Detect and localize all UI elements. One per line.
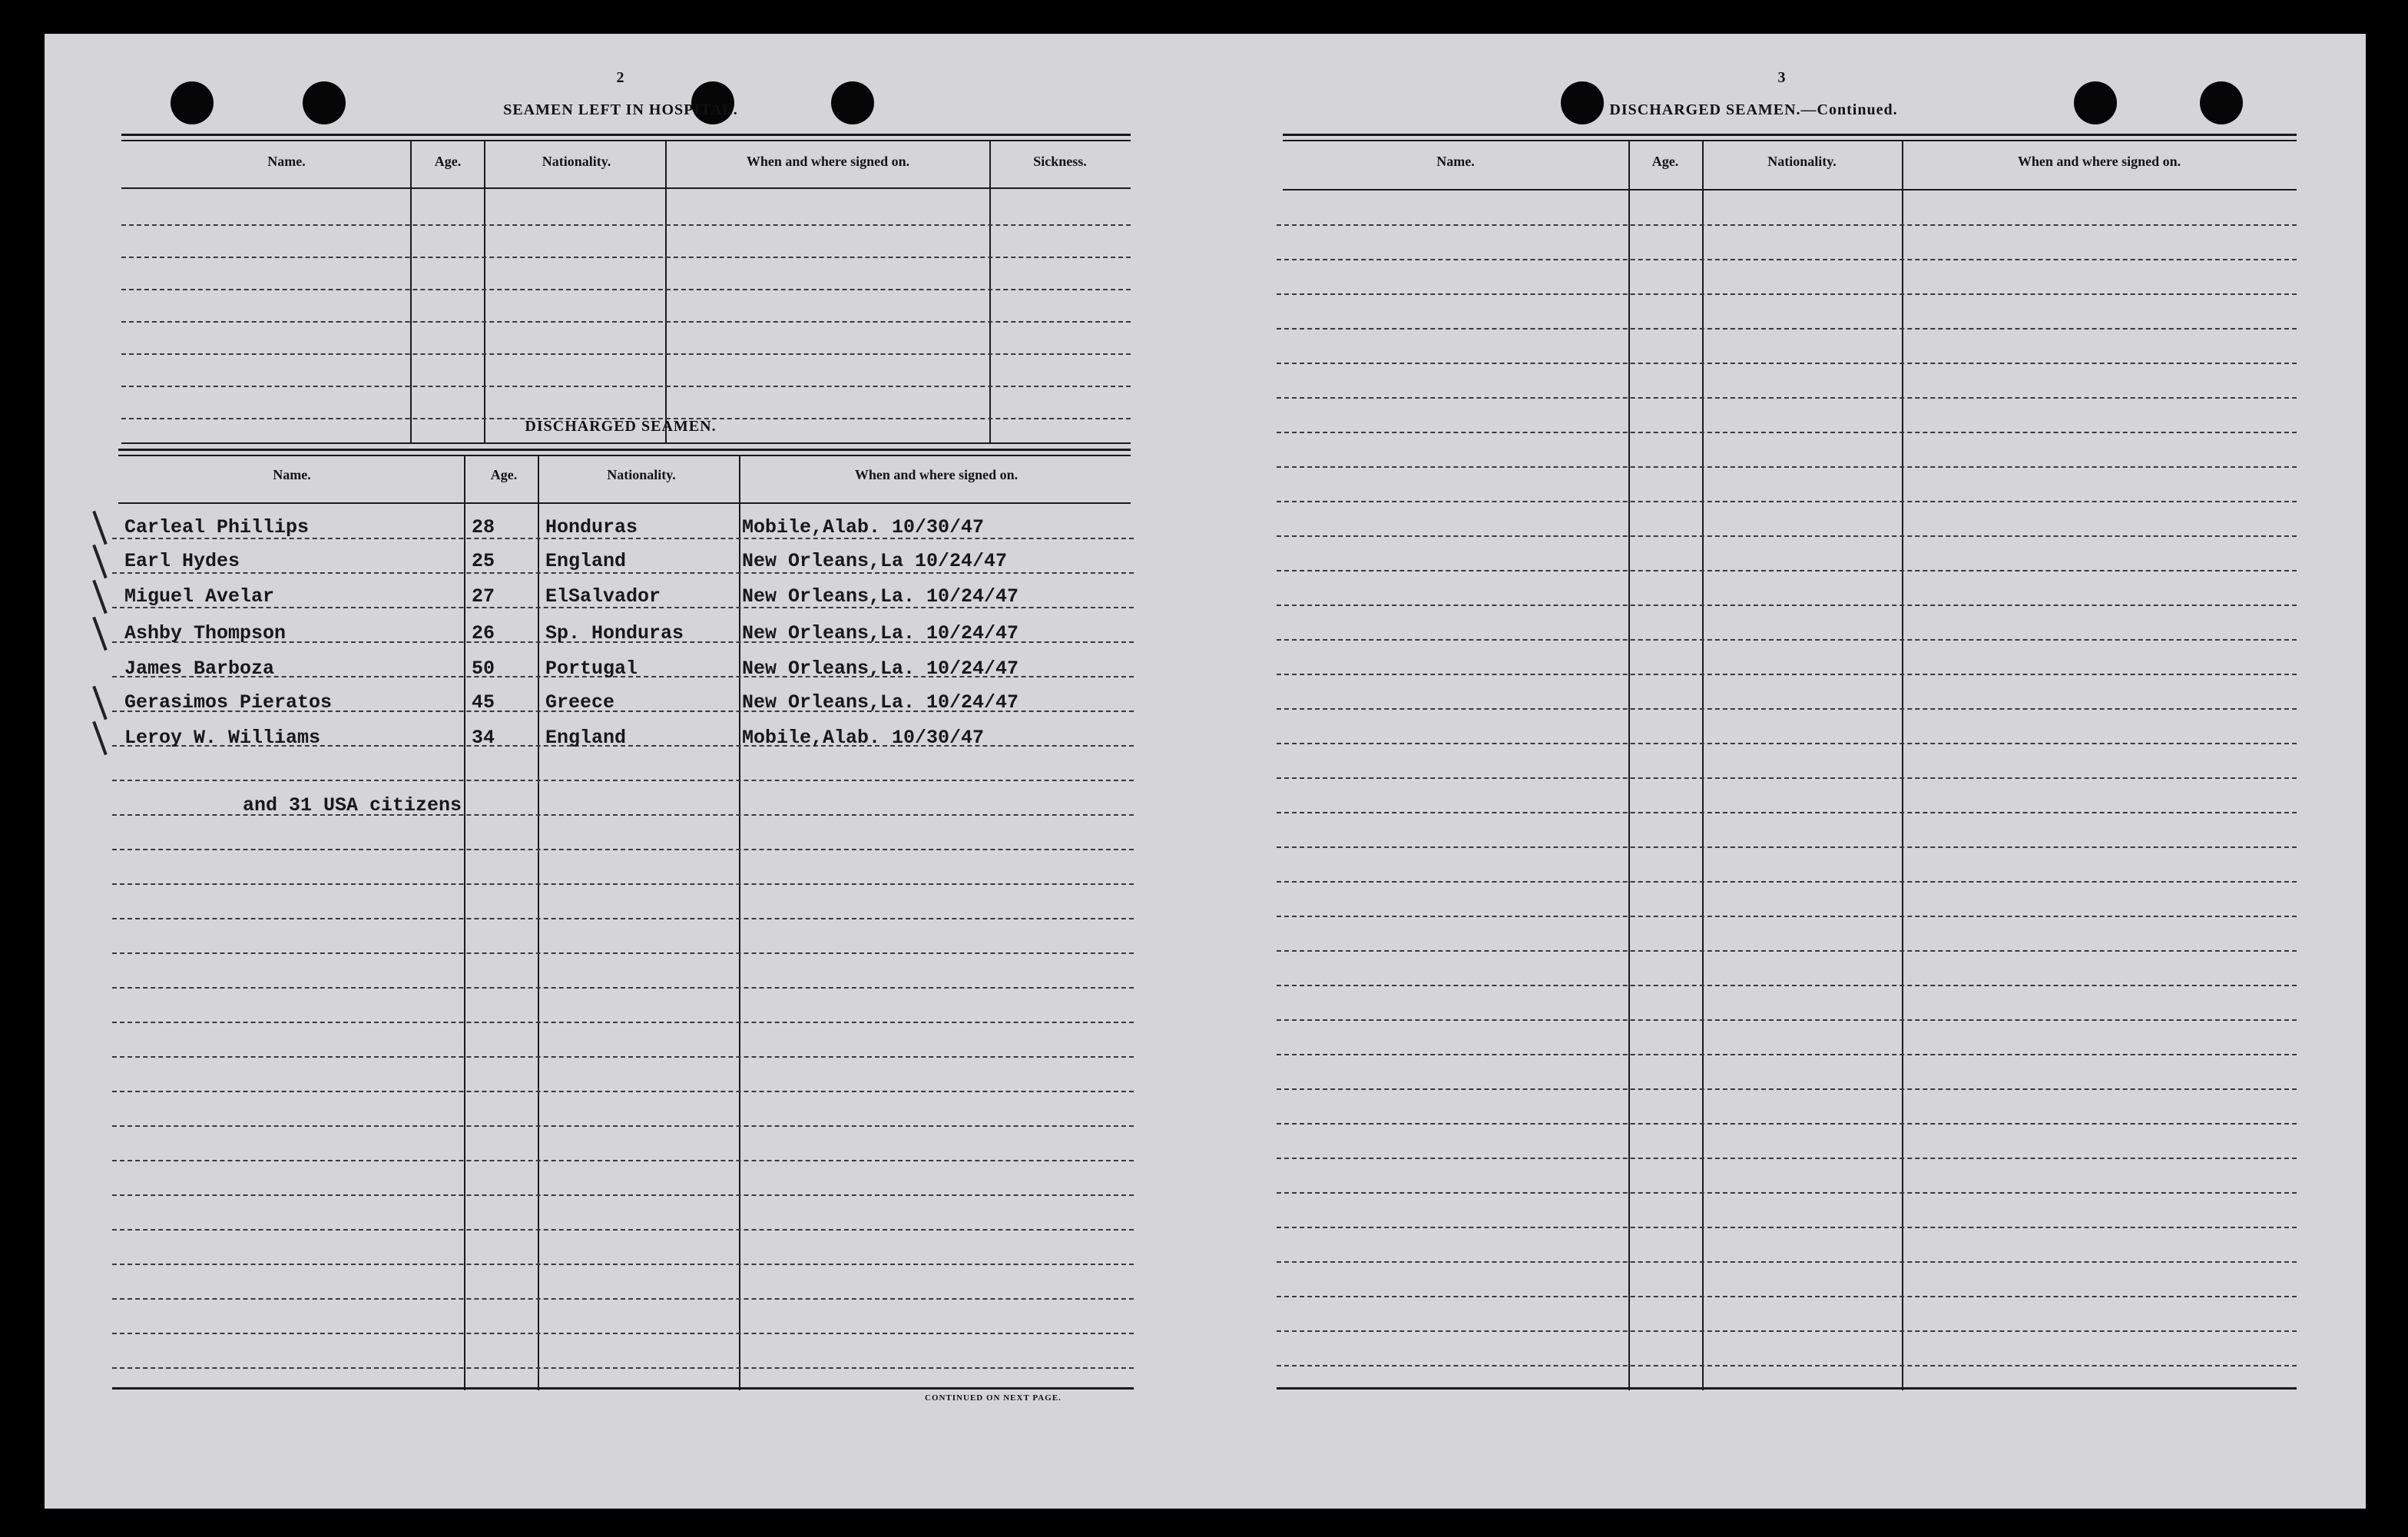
seaman-age: 26 (472, 622, 495, 644)
hospital-col-sickness-header: Sickness. (1033, 154, 1087, 169)
punch-hole (171, 81, 214, 124)
seaman-name: Miguel Avelar (124, 585, 275, 608)
ruled-line (1277, 1330, 2297, 1332)
check-mark (92, 617, 107, 651)
seaman-nationality: England (545, 727, 627, 749)
seaman-age: 27 (472, 585, 495, 608)
ruled-line (1277, 1296, 2297, 1297)
discharged-bottom-rule (112, 1387, 1134, 1390)
hospital-top-rule-2 (121, 140, 1131, 141)
seaman-nationality: Honduras (545, 516, 638, 538)
ruled-line (1277, 363, 2297, 364)
seaman-name: James Barboza (124, 658, 275, 680)
hospital-ruled-line (121, 257, 1131, 258)
page-number-right: 3 (1777, 69, 1787, 86)
hospital-top-rule (121, 134, 1131, 136)
citizens-note: and 31 USA citizens (243, 794, 462, 817)
right-top-rule-2 (1283, 140, 2297, 141)
right-bottom-rule (1277, 1387, 2297, 1390)
ruled-line (1277, 1088, 2297, 1090)
seaman-signed-on: New Orleans,La. 10/24/47 (742, 585, 1019, 608)
discharged-col-signed-header: When and where signed on. (854, 467, 1019, 482)
seaman-name: Ashby Thompson (124, 622, 287, 644)
hospital-bottom-rule (121, 442, 1131, 444)
seaman-name: Leroy W. Williams (124, 727, 321, 749)
ruled-line (112, 780, 1134, 781)
check-mark (92, 511, 107, 545)
ruled-line (112, 883, 1134, 885)
discharged-top-rule-2 (118, 455, 1131, 456)
seaman-name: Gerasimos Pieratos (124, 691, 333, 714)
ruled-line (112, 849, 1134, 850)
check-mark (92, 686, 107, 720)
ruled-line (1277, 1054, 2297, 1055)
ruled-line (1277, 1019, 2297, 1021)
ruled-line (112, 1333, 1134, 1334)
hospital-col-divider (410, 141, 412, 442)
ruled-line (1277, 950, 2297, 952)
ruled-line (1277, 743, 2297, 744)
ruled-line (1277, 639, 2297, 641)
discharged-continued-title: DISCHARGED SEAMEN.—Continued. (1609, 101, 1898, 118)
seaman-age: 45 (472, 691, 495, 714)
seaman-signed-on: New Orleans,La 10/24/47 (742, 550, 1008, 572)
punch-hole (2074, 81, 2117, 124)
hospital-col-age-header: Age. (434, 154, 462, 169)
discharged-col-name-header: Name. (273, 467, 311, 482)
discharged-col-divider (464, 456, 465, 1390)
right-col-name-header: Name. (1436, 154, 1475, 169)
ruled-line (1277, 1192, 2297, 1194)
ruled-line (1277, 293, 2297, 295)
ruled-line (1277, 501, 2297, 502)
seaman-name: Carleal Phillips (124, 516, 310, 538)
seaman-signed-on: Mobile,Alab. 10/30/47 (742, 727, 985, 749)
ruled-line (1277, 708, 2297, 710)
seaman-nationality: Sp. Honduras (545, 622, 684, 644)
ruled-line (1277, 985, 2297, 986)
seaman-age: 28 (472, 516, 495, 538)
ruled-line (1277, 1158, 2297, 1159)
seaman-signed-on: New Orleans,La. 10/24/47 (742, 622, 1019, 644)
hospital-col-divider (484, 141, 485, 442)
ruled-line (112, 1022, 1134, 1023)
seaman-signed-on: Mobile,Alab. 10/30/47 (742, 516, 985, 538)
ruled-line (1277, 466, 2297, 468)
ruled-line (1277, 1227, 2297, 1228)
ruled-line (112, 1298, 1134, 1300)
seaman-name: Earl Hydes (124, 550, 240, 572)
right-col-signed-header: When and where signed on. (2017, 154, 2181, 169)
discharged-col-divider (739, 456, 740, 1390)
ruled-line (1277, 881, 2297, 883)
ruled-line (112, 1160, 1134, 1161)
ruled-line (1277, 1365, 2297, 1366)
ruled-line (112, 987, 1134, 989)
ruled-line (1277, 777, 2297, 779)
ruled-line (1277, 259, 2297, 260)
continued-footer: CONTINUED ON NEXT PAGE. (925, 1393, 1062, 1403)
discharged-col-age-header: Age. (490, 467, 518, 482)
ruled-line (1277, 328, 2297, 330)
right-header-rule (1283, 189, 2297, 190)
hospital-col-divider (989, 141, 991, 442)
seaman-signed-on: New Orleans,La. 10/24/47 (742, 658, 1019, 680)
ruled-line (1277, 674, 2297, 675)
right-col-nationality-header: Nationality. (1767, 154, 1837, 169)
ruled-line (112, 1091, 1134, 1092)
ruled-line (1277, 535, 2297, 537)
hospital-header-rule (121, 187, 1131, 189)
check-mark (92, 721, 107, 756)
ruled-line (1277, 1261, 2297, 1263)
discharged-top-rule (118, 449, 1131, 451)
ruled-line (1277, 397, 2297, 399)
hospital-ruled-line (121, 224, 1131, 226)
ruled-line (1277, 432, 2297, 433)
discharged-col-divider (538, 456, 539, 1390)
seaman-age: 50 (472, 658, 495, 680)
hospital-ruled-line (121, 289, 1131, 290)
check-mark (92, 545, 107, 579)
right-col-age-header: Age. (1651, 154, 1679, 169)
seaman-age: 25 (472, 550, 495, 572)
ruled-line (1277, 1123, 2297, 1125)
ruled-line (112, 572, 1134, 574)
crew-list-sheet (45, 34, 2366, 1509)
page-number-left: 2 (616, 69, 625, 86)
ruled-line (1277, 605, 2297, 606)
check-mark (92, 580, 107, 614)
hospital-col-signed-header: When and where signed on. (746, 154, 910, 169)
punch-hole (303, 81, 346, 124)
hospital-ruled-line (121, 321, 1131, 323)
seaman-nationality: ElSalvador (545, 585, 661, 608)
ruled-line (112, 1125, 1134, 1127)
hospital-col-divider (665, 141, 667, 442)
seaman-nationality: Portugal (545, 658, 638, 680)
hospital-col-name-header: Name. (267, 154, 306, 169)
punch-hole (831, 81, 874, 124)
ruled-line (112, 1264, 1134, 1265)
discharged-header-rule (118, 502, 1131, 504)
ruled-line (1277, 916, 2297, 917)
seaman-nationality: Greece (545, 691, 615, 714)
ruled-line (1277, 846, 2297, 848)
ruled-line (112, 1367, 1134, 1369)
hospital-col-nationality-header: Nationality. (542, 154, 611, 169)
ruled-line (112, 1056, 1134, 1058)
seaman-nationality: England (545, 550, 627, 572)
ruled-line (1277, 570, 2297, 571)
right-top-rule (1283, 134, 2297, 136)
seaman-age: 34 (472, 727, 495, 749)
punch-hole (2200, 81, 2243, 124)
hospital-section-title: SEAMEN LEFT IN HOSPITAL. (503, 101, 738, 118)
ruled-line (112, 1229, 1134, 1231)
ruled-line (1277, 812, 2297, 813)
hospital-ruled-line (121, 353, 1131, 355)
ruled-line (112, 918, 1134, 919)
discharged-section-title: DISCHARGED SEAMEN. (525, 418, 717, 435)
discharged-col-nationality-header: Nationality. (607, 467, 676, 482)
hospital-ruled-line (121, 386, 1131, 387)
ruled-line (112, 1194, 1134, 1196)
ruled-line (112, 952, 1134, 954)
ruled-line (1277, 224, 2297, 226)
seaman-signed-on: New Orleans,La. 10/24/47 (742, 691, 1019, 714)
